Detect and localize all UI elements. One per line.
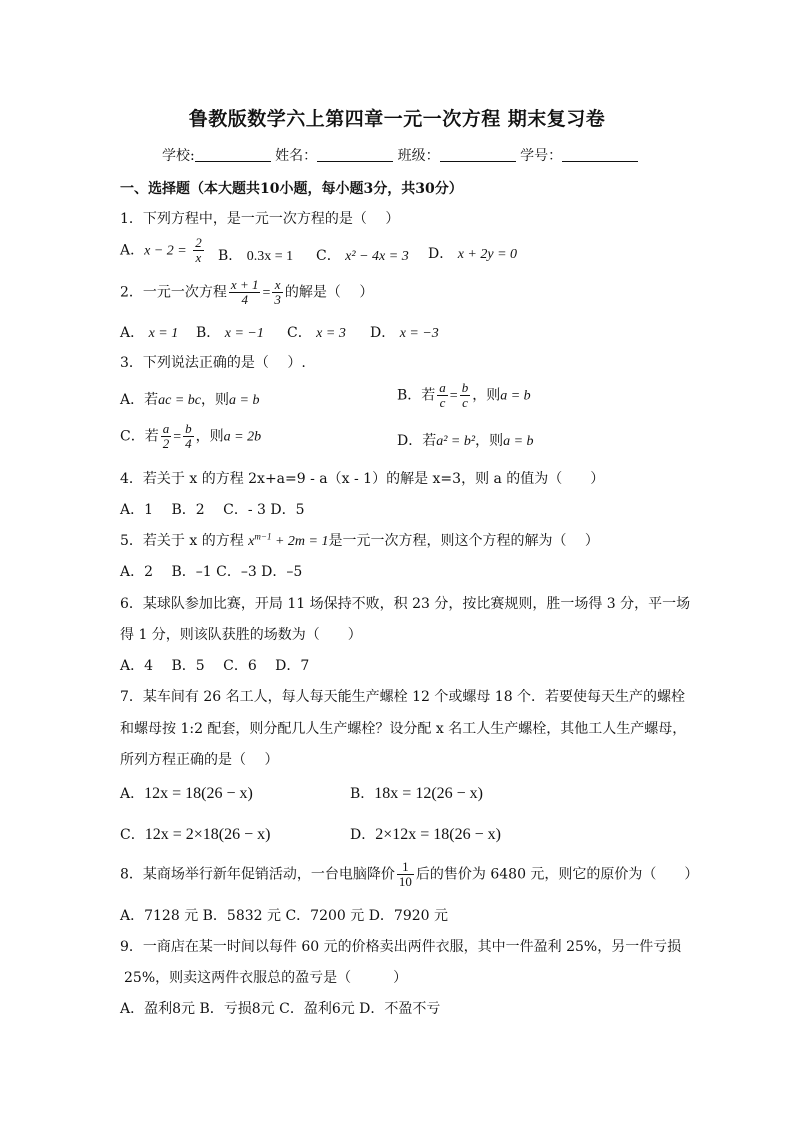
question-3-option-d [397,430,534,450]
denominator: x [195,250,202,265]
option-label: A． [120,242,145,259]
fraction [272,278,283,307]
denominator: c [462,395,468,410]
question-6-options: A．4 B．5 C．6 D．7 [120,658,310,674]
math-expr: x + 2y = 0 [457,247,518,262]
question-7-option-d [350,824,501,844]
denominator: 4 [241,292,248,307]
stem-text: ，则 [472,387,501,404]
option-label: B． [218,248,243,264]
math-expr: 12x = 2×18(26 − x) [144,826,271,843]
option-label: D． [350,827,376,843]
option-label: B． [196,325,221,341]
math-expr: x = 1 [148,326,179,341]
option-label: C． [287,325,312,341]
option-label: A． [120,325,145,341]
option-label: A．若 [120,392,159,408]
student-info-line [162,145,638,165]
question-8-options: A．7128 元 B．5832 元 C．7200 元 D．7920 元 [120,908,449,924]
question-7-option-b [350,783,483,803]
question-2-option-c [287,322,346,342]
denominator: c [439,395,446,410]
question-2-stem [120,278,373,307]
denominator: 3 [274,292,281,307]
numerator: x [272,278,283,293]
stem-text: 是一元一次方程，则这个方程的解为（ ） [328,533,599,549]
section-heading: 一、选择题（本大题共10小题，每小题3分，共30分） [120,181,463,197]
option-label: D．若 [397,433,437,449]
option-label: C．若 [120,428,159,445]
math-expr: a = b [500,388,531,404]
equals-sign: = [173,429,182,445]
stem-text: 2．一元一次方程 [120,284,227,301]
question-5-options: A．2 B．–1 C．–3 D．–5 [120,564,303,580]
fraction [193,236,204,265]
question-2-option-a [120,322,178,342]
equals-sign: = [262,285,271,301]
option-label: D． [428,246,454,262]
stem-text: ，则 [201,392,229,408]
school-blank[interactable] [195,147,271,162]
math-expr: + 2m = 1 [271,534,329,549]
class-blank[interactable] [440,147,516,162]
math-expr: 18x = 12(26 − x) [374,785,483,802]
question-7-line-1: 7．某车间有 26 名工人，每人每天能生产螺栓 12 个或螺母 18 个．若要使每天生产的螺栓 [120,689,686,705]
math-expr: 2×12x = 18(26 − x) [375,826,501,843]
math-expr: 0.3x = 1 [246,249,294,264]
option-label: C． [120,827,145,843]
option-label: D． [370,325,396,341]
question-9-line-2: 25%，则卖这两件衣服总的盈亏是（ ） [124,970,408,986]
question-1-option-b [218,245,293,265]
equals-sign: = [449,388,458,404]
math-expr: x² − 4x = 3 [345,249,409,264]
question-1-option-a [120,236,206,265]
math-expr: x [248,534,255,549]
question-3-option-a [120,389,259,409]
math-expr: a = b [229,393,260,408]
question-6-line-2: 得 1 分，则该队获胜的场数为（ ） [120,627,362,643]
stem-text: 5．若关于 x 的方程 [120,533,249,549]
question-9-options: A．盈利8元 B．亏损8元 C．盈利6元 D．不盈不亏 [120,1001,441,1017]
fraction [460,381,471,410]
question-8-stem [120,860,698,889]
option-label: B． [350,786,375,802]
question-7-line-3: 所列方程正确的是（ ） [120,752,279,768]
question-3-stem: 3．下列说法正确的是（ ）. [120,355,306,371]
numerator: x + 1 [230,277,259,292]
name-blank[interactable] [317,147,393,162]
question-9-line-1: 9．一商店在某一时间以每件 60 元的价格卖出两件衣服，其中一件盈利 25%，另一件亏损 [120,939,682,955]
math-expr: ac = bc [158,393,201,408]
denominator: 4 [185,436,192,451]
name-label: 姓名： [275,148,318,164]
math-expr: a = b [503,434,534,449]
number-label: 学号： [520,148,563,164]
option-label: A． [120,786,145,802]
school-label: 学校: [162,148,195,164]
question-4-options: A．1 B．2 C．- 3 D．5 [120,502,305,518]
numerator: b [185,421,192,436]
math-expr: 12x = 18(26 − x) [144,785,253,802]
page-title: 鲁教版数学六上第四章一元一次方程 期末复习卷 [188,108,606,130]
fraction [183,422,194,451]
numerator: a [162,421,170,436]
question-1-option-c [316,245,409,265]
numerator: 1 [397,860,414,875]
question-4-stem: 4．若关于 x 的方程 2x+a=9 - a（x - 1）的解是 x=3，则 a 的值为（ ） [120,471,605,487]
math-expr: x = −3 [399,326,439,341]
math-expr: a = 2b [223,429,262,445]
stem-text: ，则 [195,428,224,445]
question-1-option-d [428,243,517,263]
question-7-line-2: 和螺母按 1:2 配套，则分配几人生产螺栓？设分配 x 名工人生产螺栓，其他工人生产螺母， [120,721,687,737]
class-label: 班级： [397,148,440,164]
question-5-stem [120,530,599,550]
math-exponent: m−1 [254,531,272,542]
question-2-option-d [370,322,439,342]
math-expr: x = 3 [316,326,346,341]
fraction [437,381,448,410]
denominator: 2 [162,436,170,451]
denominator: 10 [398,874,412,889]
numerator: b [461,380,469,395]
numerator: 2 [195,235,202,250]
option-label: C． [316,248,341,264]
fraction [161,422,172,451]
math-expr: x − 2 = [144,243,187,259]
stem-text: 后的售价为 6480 元，则它的原价为（ ） [415,866,699,883]
math-expr: x = −1 [224,326,264,341]
question-2-option-b [196,322,264,342]
number-blank[interactable] [562,147,638,162]
stem-text: 8．某商场举行新年促销活动，一台电脑降价 [120,866,395,883]
fraction [397,860,414,889]
question-6-line-1: 6．某球队参加比赛，开局 11 场保持不败，积 23 分，按比赛规则，胜一场得 3 分，平一场 [120,596,691,612]
stem-text: ，则 [475,433,504,449]
numerator: a [439,380,446,395]
stem-text: 的解是（ ） [284,284,374,301]
question-3-option-c [120,422,261,451]
question-7-option-a [120,783,253,803]
question-3-option-b [397,381,531,410]
question-1-stem: 1．下列方程中，是一元一次方程的是（ ） [120,211,400,227]
math-expr: a² = b² [436,434,476,449]
question-7-option-c [120,824,270,844]
fraction [229,278,261,307]
option-label: B．若 [397,387,436,404]
